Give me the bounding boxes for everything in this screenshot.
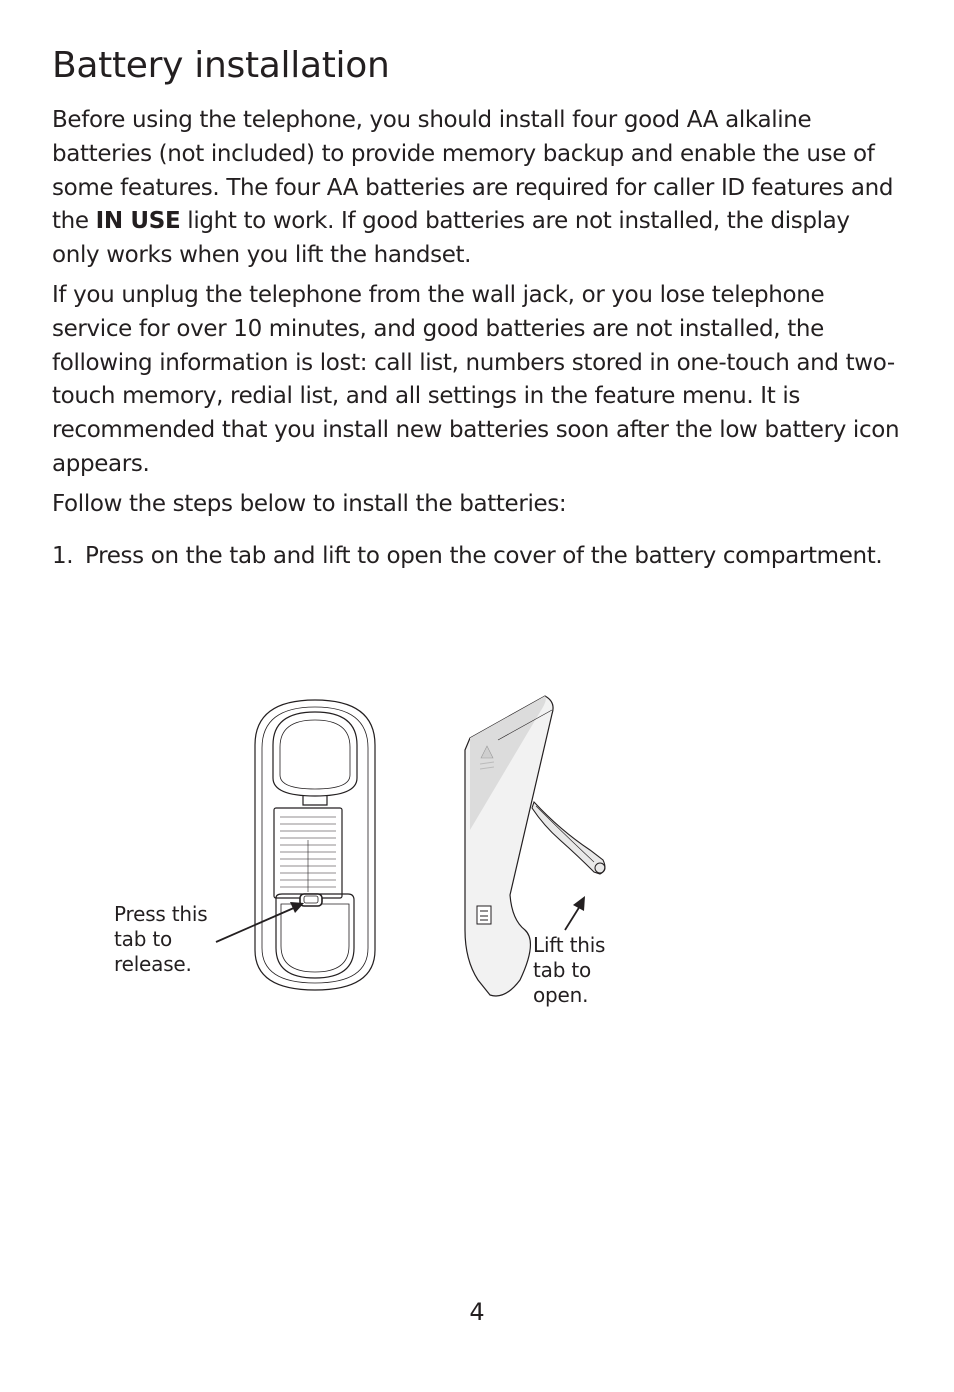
steps-list [52,540,902,574]
callout-lift-tab [533,933,605,1008]
callout-press-tab [114,902,208,977]
callout-press-line-2: tab to [114,927,173,951]
battery-illustration [0,680,954,1020]
callout-lift-line-1: Lift this [533,933,606,957]
body-text [52,104,902,573]
step-number: 1. [52,542,74,569]
paragraph-intro-part1: Before using the telephone, you should install four good AA alkaline batteries (not included) to provide memory backup and enable the use of some features. The four AA batteries are required for caller ID features and the [52,107,894,235]
paragraph-intro-part2: light to work. If good batteries are not installed, the display only works when you lift the handset. [52,208,850,269]
callout-press-line-3: release. [114,952,192,976]
page-number: 4 [469,1298,485,1326]
paragraph-intro [52,104,902,273]
paragraph-memory-loss: If you unplug the telephone from the wall jack, or you lose telephone service for over 10 minutes, and good batteries are not installed, the following information is lost: call list, numbers stored in one-touch and two-touch memory, redial list, and all settings in the feature menu. It is recommended that you install new batteries soon after the low battery icon appears. [52,281,900,477]
callout-lift-line-3: open. [533,983,589,1007]
in-use-label: IN USE [95,208,181,235]
step-text: Press on the tab and lift to open the cover of the battery compartment. [85,542,883,569]
callout-arrows [216,896,585,942]
callout-lift-line-2: tab to [533,958,592,982]
paragraph-follow-steps: Follow the steps below to install the batteries: [52,490,567,517]
callout-press-line-1: Press this [114,902,208,926]
page-title: Battery installation [52,45,390,86]
phone-back-view [255,700,375,990]
step-item [52,540,902,574]
